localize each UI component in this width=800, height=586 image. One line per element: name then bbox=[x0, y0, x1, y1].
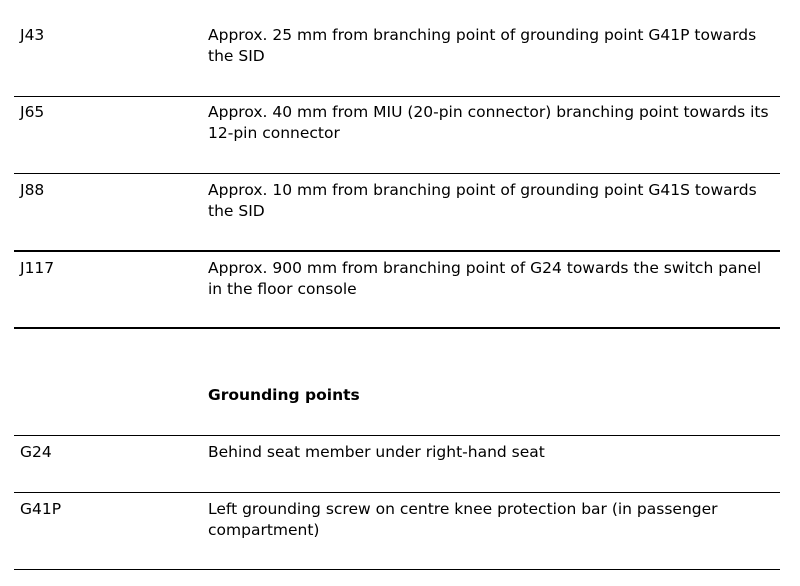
row-divider bbox=[14, 569, 780, 570]
connector-code: J43 bbox=[20, 26, 45, 44]
connector-description: Approx. 25 mm from branching point of grounding point G41P towards the SID bbox=[208, 26, 757, 65]
row-divider bbox=[14, 173, 780, 174]
connector-description: Approx. 900 mm from branching point of G24 towards the switch panel in the floor console bbox=[208, 259, 762, 298]
connector-code: J65 bbox=[20, 103, 45, 121]
row-divider bbox=[14, 492, 780, 493]
connector-description: Approx. 40 mm from MIU (20-pin connector) branching point towards its 12-pin connector bbox=[208, 103, 769, 142]
connector-code: J88 bbox=[20, 181, 45, 199]
connector-code: J117 bbox=[20, 259, 55, 277]
section-heading: Grounding points bbox=[208, 386, 360, 404]
grounding-description: Left grounding screw on centre knee protection bar (in passenger compartment) bbox=[208, 500, 718, 539]
table-end-divider bbox=[14, 327, 780, 329]
connector-description: Approx. 10 mm from branching point of grounding point G41S towards the SID bbox=[208, 181, 757, 220]
row-divider bbox=[14, 250, 780, 252]
grounding-description: Behind seat member under right-hand seat bbox=[208, 443, 545, 461]
grounding-code: G41P bbox=[20, 500, 62, 518]
row-divider bbox=[14, 96, 780, 97]
row-divider bbox=[14, 435, 780, 436]
grounding-code: G24 bbox=[20, 443, 52, 461]
